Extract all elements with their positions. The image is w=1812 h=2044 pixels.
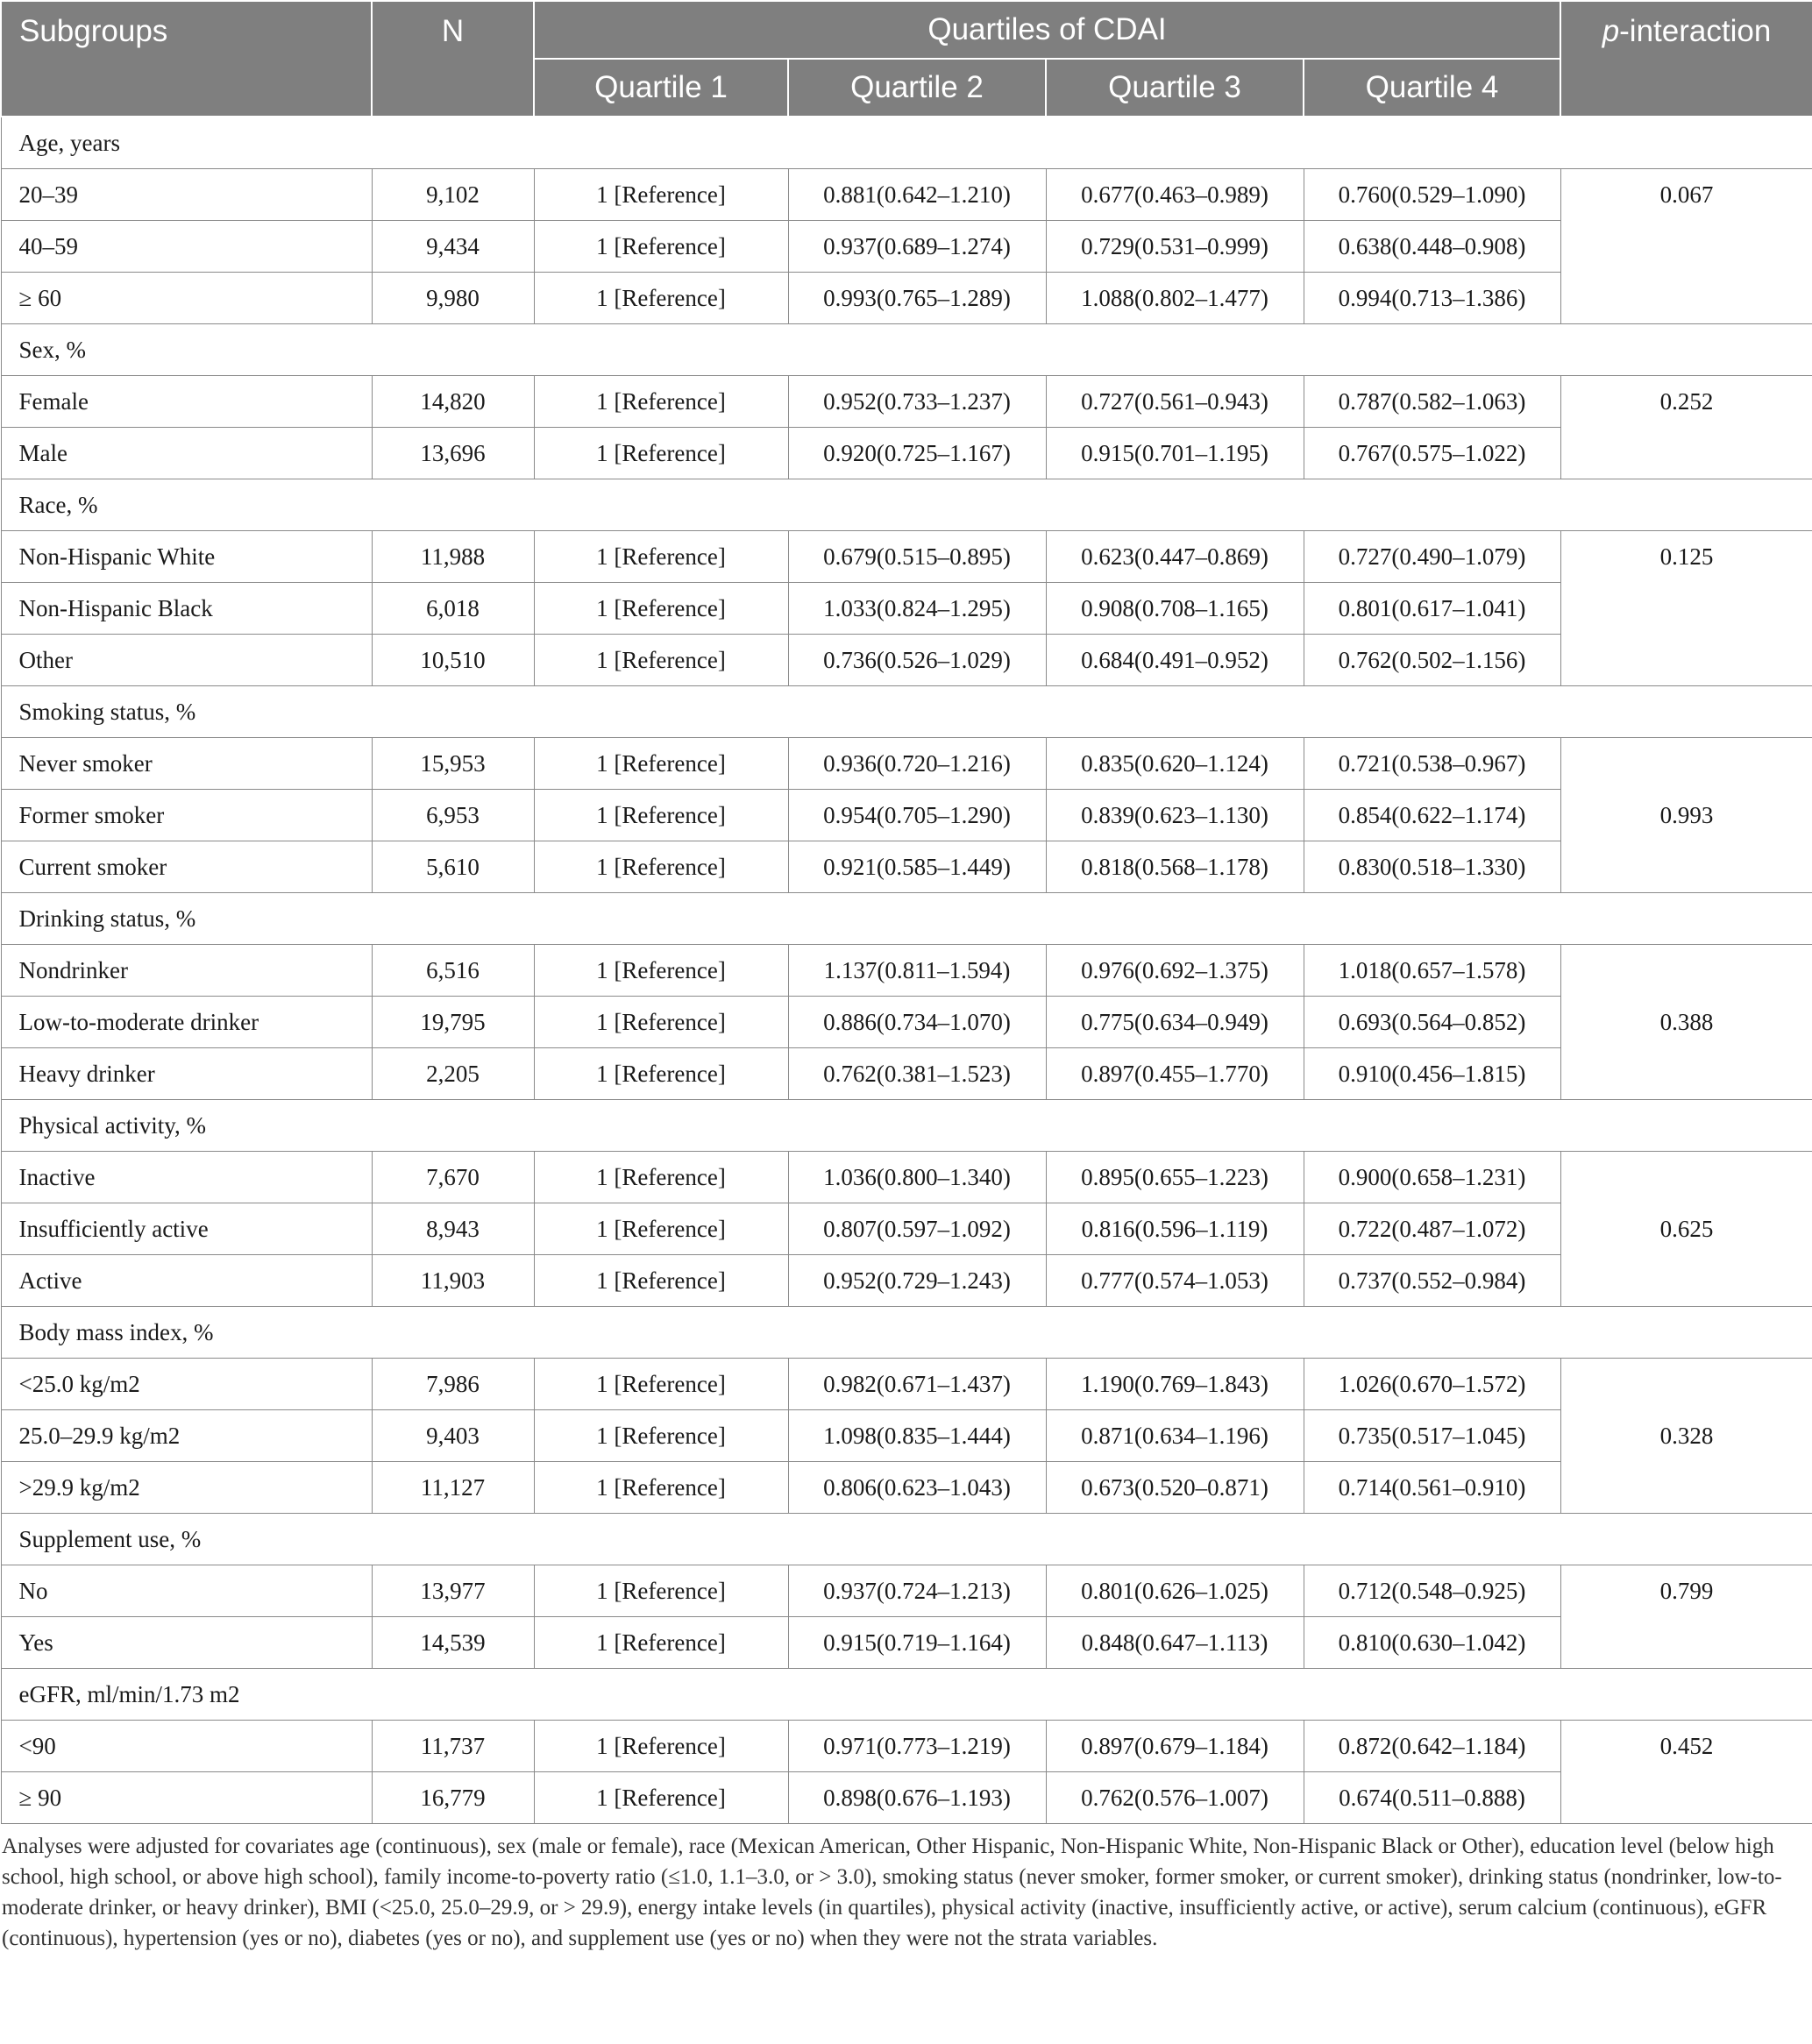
quartile-4-value: 0.735(0.517–1.045) — [1304, 1410, 1560, 1462]
quartile-1-value: 1 [Reference] — [534, 1152, 788, 1203]
quartile-4-value: 0.712(0.548–0.925) — [1304, 1565, 1560, 1617]
table-row — [1, 169, 1812, 221]
n-value: 14,539 — [372, 1617, 534, 1669]
quartile-4-value: 0.830(0.518–1.330) — [1304, 841, 1560, 893]
quartile-3-value: 0.895(0.655–1.223) — [1046, 1152, 1304, 1203]
quartile-4-value: 0.721(0.538–0.967) — [1304, 738, 1560, 790]
quartile-2-value: 0.952(0.729–1.243) — [788, 1255, 1046, 1307]
group-header-row — [1, 1307, 1812, 1359]
quartile-1-value: 1 [Reference] — [534, 997, 788, 1048]
group-title: Physical activity, % — [1, 1100, 1812, 1152]
quartile-1-value: 1 [Reference] — [534, 583, 788, 635]
subgroup-label: Heavy drinker — [1, 1048, 372, 1100]
subgroup-label: Active — [1, 1255, 372, 1307]
quartile-2-value: 0.920(0.725–1.167) — [788, 428, 1046, 479]
subgroup-label: 20–39 — [1, 169, 372, 221]
quartile-4-value: 0.801(0.617–1.041) — [1304, 583, 1560, 635]
group-title: Drinking status, % — [1, 893, 1812, 945]
quartile-3-value: 0.908(0.708–1.165) — [1046, 583, 1304, 635]
table-row — [1, 1048, 1812, 1100]
p-interaction-value: 0.067 — [1560, 169, 1812, 324]
quartile-3-value: 0.871(0.634–1.196) — [1046, 1410, 1304, 1462]
quartile-1-value: 1 [Reference] — [534, 1565, 788, 1617]
table-row — [1, 1772, 1812, 1824]
quartile-4-value: 0.900(0.658–1.231) — [1304, 1152, 1560, 1203]
n-value: 9,434 — [372, 221, 534, 273]
table-row — [1, 531, 1812, 583]
quartile-1-value: 1 [Reference] — [534, 1359, 788, 1410]
quartile-3-value: 0.729(0.531–0.999) — [1046, 221, 1304, 273]
quartile-2-value: 0.679(0.515–0.895) — [788, 531, 1046, 583]
table-row — [1, 583, 1812, 635]
p-interaction-value: 0.993 — [1560, 738, 1812, 893]
group-header-row — [1, 324, 1812, 376]
quartile-4-value: 0.767(0.575–1.022) — [1304, 428, 1560, 479]
quartile-2-value: 0.971(0.773–1.219) — [788, 1721, 1046, 1772]
n-value: 16,779 — [372, 1772, 534, 1824]
table-body — [1, 117, 1812, 1824]
p-interaction-value: 0.388 — [1560, 945, 1812, 1100]
quartile-2-value: 1.137(0.811–1.594) — [788, 945, 1046, 997]
quartile-2-value: 1.036(0.800–1.340) — [788, 1152, 1046, 1203]
header-n: N — [372, 1, 534, 117]
quartile-4-value: 0.737(0.552–0.984) — [1304, 1255, 1560, 1307]
group-header-row — [1, 1514, 1812, 1565]
subgroup-label: Inactive — [1, 1152, 372, 1203]
subgroup-label: <25.0 kg/m2 — [1, 1359, 372, 1410]
quartile-4-value: 0.722(0.487–1.072) — [1304, 1203, 1560, 1255]
subgroup-label: No — [1, 1565, 372, 1617]
table-row — [1, 1255, 1812, 1307]
table-header — [1, 1, 1812, 117]
quartile-2-value: 1.098(0.835–1.444) — [788, 1410, 1046, 1462]
quartile-1-value: 1 [Reference] — [534, 221, 788, 273]
quartile-2-value: 0.937(0.689–1.274) — [788, 221, 1046, 273]
quartile-2-value: 0.954(0.705–1.290) — [788, 790, 1046, 841]
n-value: 13,977 — [372, 1565, 534, 1617]
table-row — [1, 1565, 1812, 1617]
n-value: 15,953 — [372, 738, 534, 790]
quartile-2-value: 0.993(0.765–1.289) — [788, 273, 1046, 324]
n-value: 7,670 — [372, 1152, 534, 1203]
quartile-4-value: 0.638(0.448–0.908) — [1304, 221, 1560, 273]
n-value: 14,820 — [372, 376, 534, 428]
quartile-2-value: 0.898(0.676–1.193) — [788, 1772, 1046, 1824]
n-value: 9,102 — [372, 169, 534, 221]
quartile-2-value: 0.886(0.734–1.070) — [788, 997, 1046, 1048]
quartile-2-value: 0.936(0.720–1.216) — [788, 738, 1046, 790]
n-value: 6,953 — [372, 790, 534, 841]
table-row — [1, 273, 1812, 324]
quartile-4-value: 1.026(0.670–1.572) — [1304, 1359, 1560, 1410]
p-interaction-value: 0.799 — [1560, 1565, 1812, 1669]
quartile-4-value: 0.760(0.529–1.090) — [1304, 169, 1560, 221]
subgroup-label: Male — [1, 428, 372, 479]
quartile-3-value: 0.775(0.634–0.949) — [1046, 997, 1304, 1048]
quartile-1-value: 1 [Reference] — [534, 169, 788, 221]
header-quartiles-of-cdai: Quartiles of CDAI — [534, 1, 1560, 59]
group-title: Supplement use, % — [1, 1514, 1812, 1565]
group-title: Sex, % — [1, 324, 1812, 376]
quartile-3-value: 0.897(0.679–1.184) — [1046, 1721, 1304, 1772]
quartile-1-value: 1 [Reference] — [534, 790, 788, 841]
table-row — [1, 841, 1812, 893]
n-value: 8,943 — [372, 1203, 534, 1255]
quartile-4-value: 0.674(0.511–0.888) — [1304, 1772, 1560, 1824]
header-p-italic: p — [1602, 14, 1620, 48]
quartile-3-value: 0.976(0.692–1.375) — [1046, 945, 1304, 997]
quartile-3-value: 1.190(0.769–1.843) — [1046, 1359, 1304, 1410]
table-row — [1, 997, 1812, 1048]
quartile-1-value: 1 [Reference] — [534, 1772, 788, 1824]
subgroup-label: >29.9 kg/m2 — [1, 1462, 372, 1514]
subgroup-label: Former smoker — [1, 790, 372, 841]
subgroup-label: Insufficiently active — [1, 1203, 372, 1255]
group-header-row — [1, 686, 1812, 738]
quartile-1-value: 1 [Reference] — [534, 1617, 788, 1669]
quartile-3-value: 0.835(0.620–1.124) — [1046, 738, 1304, 790]
header-quartile-2: Quartile 2 — [788, 59, 1046, 117]
subgroup-label: Current smoker — [1, 841, 372, 893]
table-row — [1, 1203, 1812, 1255]
quartile-2-value: 0.806(0.623–1.043) — [788, 1462, 1046, 1514]
quartile-3-value: 0.839(0.623–1.130) — [1046, 790, 1304, 841]
quartile-1-value: 1 [Reference] — [534, 738, 788, 790]
quartile-3-value: 0.677(0.463–0.989) — [1046, 169, 1304, 221]
quartile-4-value: 0.994(0.713–1.386) — [1304, 273, 1560, 324]
quartile-4-value: 0.727(0.490–1.079) — [1304, 531, 1560, 583]
table-row — [1, 1410, 1812, 1462]
quartile-4-value: 0.872(0.642–1.184) — [1304, 1721, 1560, 1772]
quartile-4-value: 0.910(0.456–1.815) — [1304, 1048, 1560, 1100]
quartile-4-value: 0.810(0.630–1.042) — [1304, 1617, 1560, 1669]
quartile-2-value: 0.952(0.733–1.237) — [788, 376, 1046, 428]
quartile-1-value: 1 [Reference] — [534, 531, 788, 583]
header-quartile-1: Quartile 1 — [534, 59, 788, 117]
quartile-4-value: 0.693(0.564–0.852) — [1304, 997, 1560, 1048]
n-value: 7,986 — [372, 1359, 534, 1410]
group-title: Body mass index, % — [1, 1307, 1812, 1359]
quartile-2-value: 0.937(0.724–1.213) — [788, 1565, 1046, 1617]
n-value: 6,516 — [372, 945, 534, 997]
quartile-2-value: 0.881(0.642–1.210) — [788, 169, 1046, 221]
group-title: Smoking status, % — [1, 686, 1812, 738]
quartile-1-value: 1 [Reference] — [534, 1410, 788, 1462]
subgroup-label: Other — [1, 635, 372, 686]
group-header-row — [1, 479, 1812, 531]
header-subgroups: Subgroups — [1, 1, 372, 117]
subgroup-label: Non-Hispanic White — [1, 531, 372, 583]
quartile-3-value: 0.816(0.596–1.119) — [1046, 1203, 1304, 1255]
quartile-3-value: 1.088(0.802–1.477) — [1046, 273, 1304, 324]
quartile-1-value: 1 [Reference] — [534, 1721, 788, 1772]
quartile-3-value: 0.673(0.520–0.871) — [1046, 1462, 1304, 1514]
table-row — [1, 221, 1812, 273]
quartile-3-value: 0.897(0.455–1.770) — [1046, 1048, 1304, 1100]
p-interaction-value: 0.625 — [1560, 1152, 1812, 1307]
quartile-1-value: 1 [Reference] — [534, 841, 788, 893]
n-value: 11,903 — [372, 1255, 534, 1307]
group-title: eGFR, ml/min/1.73 m2 — [1, 1669, 1812, 1721]
table-row — [1, 790, 1812, 841]
quartile-1-value: 1 [Reference] — [534, 428, 788, 479]
quartile-1-value: 1 [Reference] — [534, 376, 788, 428]
table-footnote: Analyses were adjusted for covariates age (continuous), sex (male or female), race (Mexican American, Other Hispanic, Non-Hispanic White, Non-Hispanic Black or Other), education level (below high school, high school, or above high school), family income-to-poverty ratio (≤1.0, 1.1–3.0, or > 3.0), smoking status (never smoker, former smoker, or current smoker), drinking status (nondrinker, low-to-moderate drinker, or heavy drinker), BMI (<25.0, 25.0–29.9, or > 29.9), energy intake levels (in quartiles), physical activity (inactive, insufficiently active, or active), serum calcium (continuous), eGFR (continuous), hypertension (yes or no), diabetes (yes or no), and supplement use (yes or no) when they were not the strata variables. — [2, 1835, 1782, 1950]
subgroup-label: Nondrinker — [1, 945, 372, 997]
quartile-3-value: 0.777(0.574–1.053) — [1046, 1255, 1304, 1307]
n-value: 19,795 — [372, 997, 534, 1048]
quartile-1-value: 1 [Reference] — [534, 945, 788, 997]
quartile-1-value: 1 [Reference] — [534, 1462, 788, 1514]
group-title: Race, % — [1, 479, 1812, 531]
p-interaction-value: 0.328 — [1560, 1359, 1812, 1514]
table-row — [1, 945, 1812, 997]
n-value: 13,696 — [372, 428, 534, 479]
header-p-rest: -interaction — [1619, 14, 1772, 48]
n-value: 9,980 — [372, 273, 534, 324]
quartile-3-value: 0.623(0.447–0.869) — [1046, 531, 1304, 583]
table-row — [1, 1721, 1812, 1772]
subgroup-label: ≥ 90 — [1, 1772, 372, 1824]
quartile-1-value: 1 [Reference] — [534, 1203, 788, 1255]
group-header-row — [1, 1100, 1812, 1152]
quartile-3-value: 0.801(0.626–1.025) — [1046, 1565, 1304, 1617]
quartile-4-value: 0.854(0.622–1.174) — [1304, 790, 1560, 841]
quartile-1-value: 1 [Reference] — [534, 273, 788, 324]
quartile-2-value: 1.033(0.824–1.295) — [788, 583, 1046, 635]
quartile-3-value: 0.848(0.647–1.113) — [1046, 1617, 1304, 1669]
quartile-2-value: 0.915(0.719–1.164) — [788, 1617, 1046, 1669]
header-quartile-4: Quartile 4 — [1304, 59, 1560, 117]
quartile-3-value: 0.727(0.561–0.943) — [1046, 376, 1304, 428]
quartile-3-value: 0.915(0.701–1.195) — [1046, 428, 1304, 479]
group-title: Age, years — [1, 117, 1812, 169]
table-row — [1, 1359, 1812, 1410]
quartile-2-value: 0.982(0.671–1.437) — [788, 1359, 1046, 1410]
n-value: 9,403 — [372, 1410, 534, 1462]
quartile-4-value: 0.762(0.502–1.156) — [1304, 635, 1560, 686]
p-interaction-value: 0.252 — [1560, 376, 1812, 479]
quartile-1-value: 1 [Reference] — [534, 1048, 788, 1100]
subgroup-label: Low-to-moderate drinker — [1, 997, 372, 1048]
quartile-3-value: 0.818(0.568–1.178) — [1046, 841, 1304, 893]
quartile-2-value: 0.762(0.381–1.523) — [788, 1048, 1046, 1100]
group-header-row — [1, 893, 1812, 945]
p-interaction-value: 0.125 — [1560, 531, 1812, 686]
subgroup-label: ≥ 60 — [1, 273, 372, 324]
table-row — [1, 376, 1812, 428]
quartile-2-value: 0.736(0.526–1.029) — [788, 635, 1046, 686]
table-row — [1, 428, 1812, 479]
table-row — [1, 1617, 1812, 1669]
quartile-4-value: 0.714(0.561–0.910) — [1304, 1462, 1560, 1514]
n-value: 11,127 — [372, 1462, 534, 1514]
n-value: 10,510 — [372, 635, 534, 686]
table-row — [1, 1462, 1812, 1514]
quartile-4-value: 0.787(0.582–1.063) — [1304, 376, 1560, 428]
subgroup-label: Never smoker — [1, 738, 372, 790]
subgroup-label: 25.0–29.9 kg/m2 — [1, 1410, 372, 1462]
n-value: 6,018 — [372, 583, 534, 635]
n-value: 2,205 — [372, 1048, 534, 1100]
quartile-2-value: 0.921(0.585–1.449) — [788, 841, 1046, 893]
group-header-row — [1, 1669, 1812, 1721]
table-row — [1, 738, 1812, 790]
p-interaction-value: 0.452 — [1560, 1721, 1812, 1824]
header-p-interaction — [1560, 1, 1812, 117]
quartile-3-value: 0.684(0.491–0.952) — [1046, 635, 1304, 686]
subgroup-label: Female — [1, 376, 372, 428]
quartile-4-value: 1.018(0.657–1.578) — [1304, 945, 1560, 997]
subgroup-label: Non-Hispanic Black — [1, 583, 372, 635]
header-quartile-3: Quartile 3 — [1046, 59, 1304, 117]
quartile-1-value: 1 [Reference] — [534, 635, 788, 686]
subgroup-label: Yes — [1, 1617, 372, 1669]
quartile-3-value: 0.762(0.576–1.007) — [1046, 1772, 1304, 1824]
subgroup-label: 40–59 — [1, 221, 372, 273]
quartile-2-value: 0.807(0.597–1.092) — [788, 1203, 1046, 1255]
table-row — [1, 1152, 1812, 1203]
n-value: 11,737 — [372, 1721, 534, 1772]
subgroup-label: <90 — [1, 1721, 372, 1772]
group-header-row — [1, 117, 1812, 169]
n-value: 5,610 — [372, 841, 534, 893]
n-value: 11,988 — [372, 531, 534, 583]
quartile-1-value: 1 [Reference] — [534, 1255, 788, 1307]
table-row — [1, 635, 1812, 686]
